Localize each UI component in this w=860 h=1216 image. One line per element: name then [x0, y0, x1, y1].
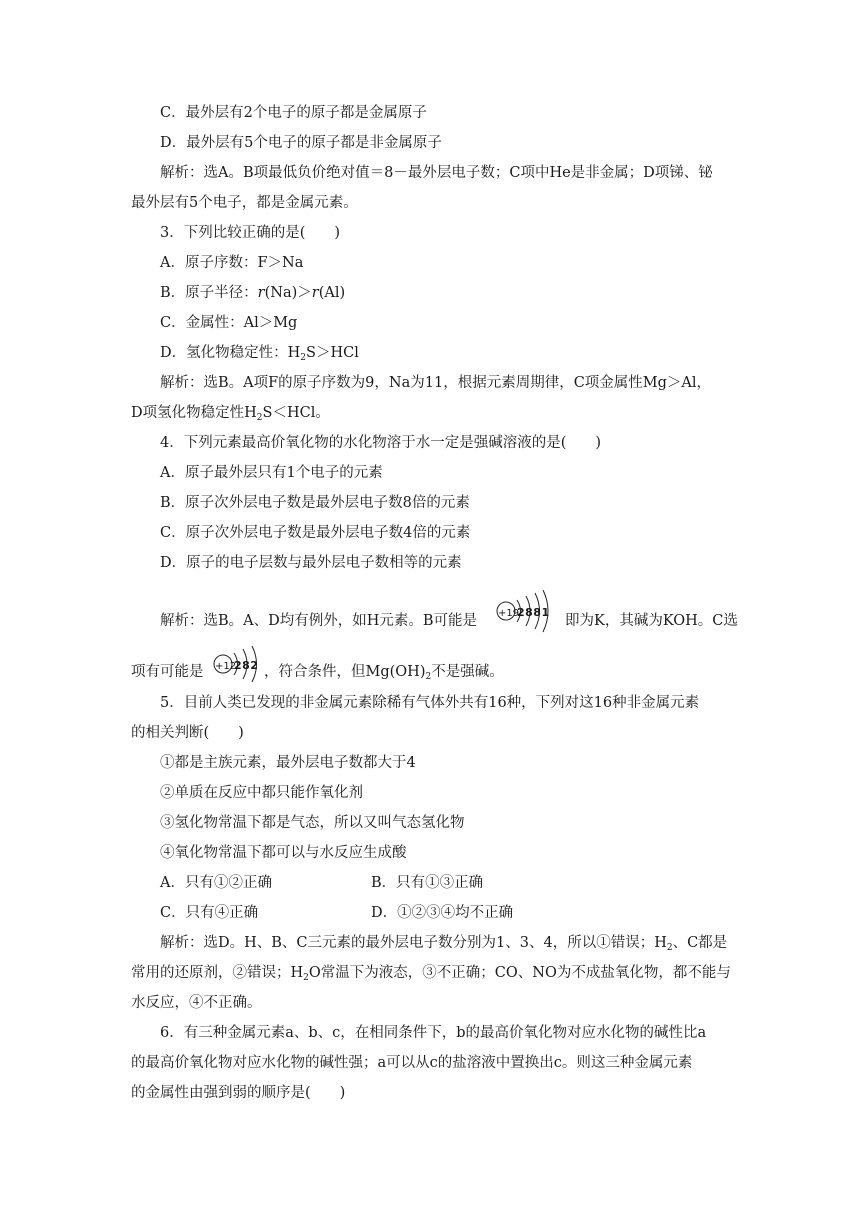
q4-option-a: A．原子最外层只有1个电子的元素: [160, 465, 383, 481]
q4-option-d: D．原子的电子层数与最外层电子数相等的元素: [160, 555, 462, 571]
q3-stem: 3．下列比较正确的是( ): [160, 225, 341, 241]
q5-stem-line2: 的相关判断( ): [131, 725, 244, 741]
q4-analysis-line2-end: ，符合条件，但$Mg(OH)_2$不是强碱。: [264, 664, 504, 682]
q5-statement-1: ①都是主族元素，最外层电子数都大于4: [160, 755, 416, 771]
atom-structure-diagram-k: [493, 590, 553, 636]
q4-analysis-line2-start: 项有可能是: [131, 664, 204, 680]
q5-option-c: C．只有④正确: [160, 905, 259, 921]
q6-stem-line1: 6．有三种金属元素a、b、c，在相同条件下，b的最高价氧化物对应水化物的碱性比a: [160, 1025, 707, 1041]
q5-stem-line1: 5．目前人类已发现的非金属元素除稀有气体外共有16种，下列对这16种非金属元素: [160, 695, 700, 711]
q5-analysis-line3: 水反应，④不正确。: [131, 995, 262, 1011]
q5-option-b: B．只有①③正确: [371, 875, 484, 891]
q5-option-d: D．①②③④均不正确: [371, 905, 514, 921]
q3-option-c: C．金属性：Al＞Mg: [160, 315, 298, 331]
q5-analysis-line1: 解析：选D。H、B、C三元素的最外层电子数分别为1、3、4，所以①错误；$H_2$、C都是: [160, 935, 728, 953]
q5-analysis-line2: 常用的还原剂，②错误；$H_2O$常温下为液态，③不正确；CO、NO为不成盐氧化物，都不能与: [131, 965, 731, 983]
q4-stem: 4．下列元素最高价氧化物的水化物溶于水一定是强碱溶液的是( ): [160, 435, 602, 451]
q3-analysis-line1: 解析：选B。A项F的原子序数为9，Na为11，根据元素周期律，C项金属性Mg＞Al，: [160, 375, 712, 391]
q3-analysis-line2: D项氢化物稳定性$H_2S<HCl$。: [131, 405, 330, 423]
q2-analysis-line2: 最外层有5个电子，都是金属元素。: [131, 195, 358, 211]
q4-option-c: C．原子次外层电子数是最外层电子数4倍的元素: [160, 525, 471, 541]
q6-stem-line3: 的金属性由强到弱的顺序是( ): [131, 1085, 346, 1101]
atom-structure-diagram-mg: [210, 643, 262, 687]
shell-electrons-mg: 282: [234, 659, 259, 672]
q5-statement-4: ④氧化物常温下都可以与水反应生成酸: [160, 845, 407, 861]
q3-option-a: A．原子序数：F＞Na: [160, 255, 304, 271]
q4-option-b: B．原子次外层电子数是最外层电子数8倍的元素: [160, 495, 470, 511]
q6-stem-line2: 的最高价氧化物对应水化物的碱性强；a可以从c的盐溶液中置换出c。则这三种金属元素: [131, 1055, 693, 1071]
q3-option-d: D．氢化物稳定性：$H_2S>HCl$: [160, 345, 359, 363]
q5-statement-3: ③氢化物常温下都是气态，所以又叫气态氢化物: [160, 815, 465, 831]
q4-analysis-line1-start: 解析：选B。A、D均有例外，如H元素。B可能是: [160, 613, 478, 629]
q2-analysis-line1: 解析：选A。B项最低负价绝对值＝8－最外层电子数；C项中He是非金属；D项锑、铋: [160, 165, 713, 181]
nucleus-charge-k: +19: [498, 608, 520, 619]
q2-option-d: D．最外层有5个电子的原子都是非金属原子: [160, 135, 442, 151]
q5-statement-2: ②单质在反应中都只能作氧化剂: [160, 785, 363, 801]
nucleus-charge-mg: +12: [215, 661, 237, 672]
q4-analysis-line1-end: 即为K，其碱为KOH。C选: [565, 613, 738, 629]
shell-electrons-k: 2881: [517, 606, 550, 619]
q2-option-c: C．最外层有2个电子的原子都是金属原子: [160, 105, 427, 121]
q3-option-b: B．原子半径：r(Na)＞r(Al): [160, 285, 346, 301]
q5-option-a: A．只有①②正确: [160, 875, 272, 891]
